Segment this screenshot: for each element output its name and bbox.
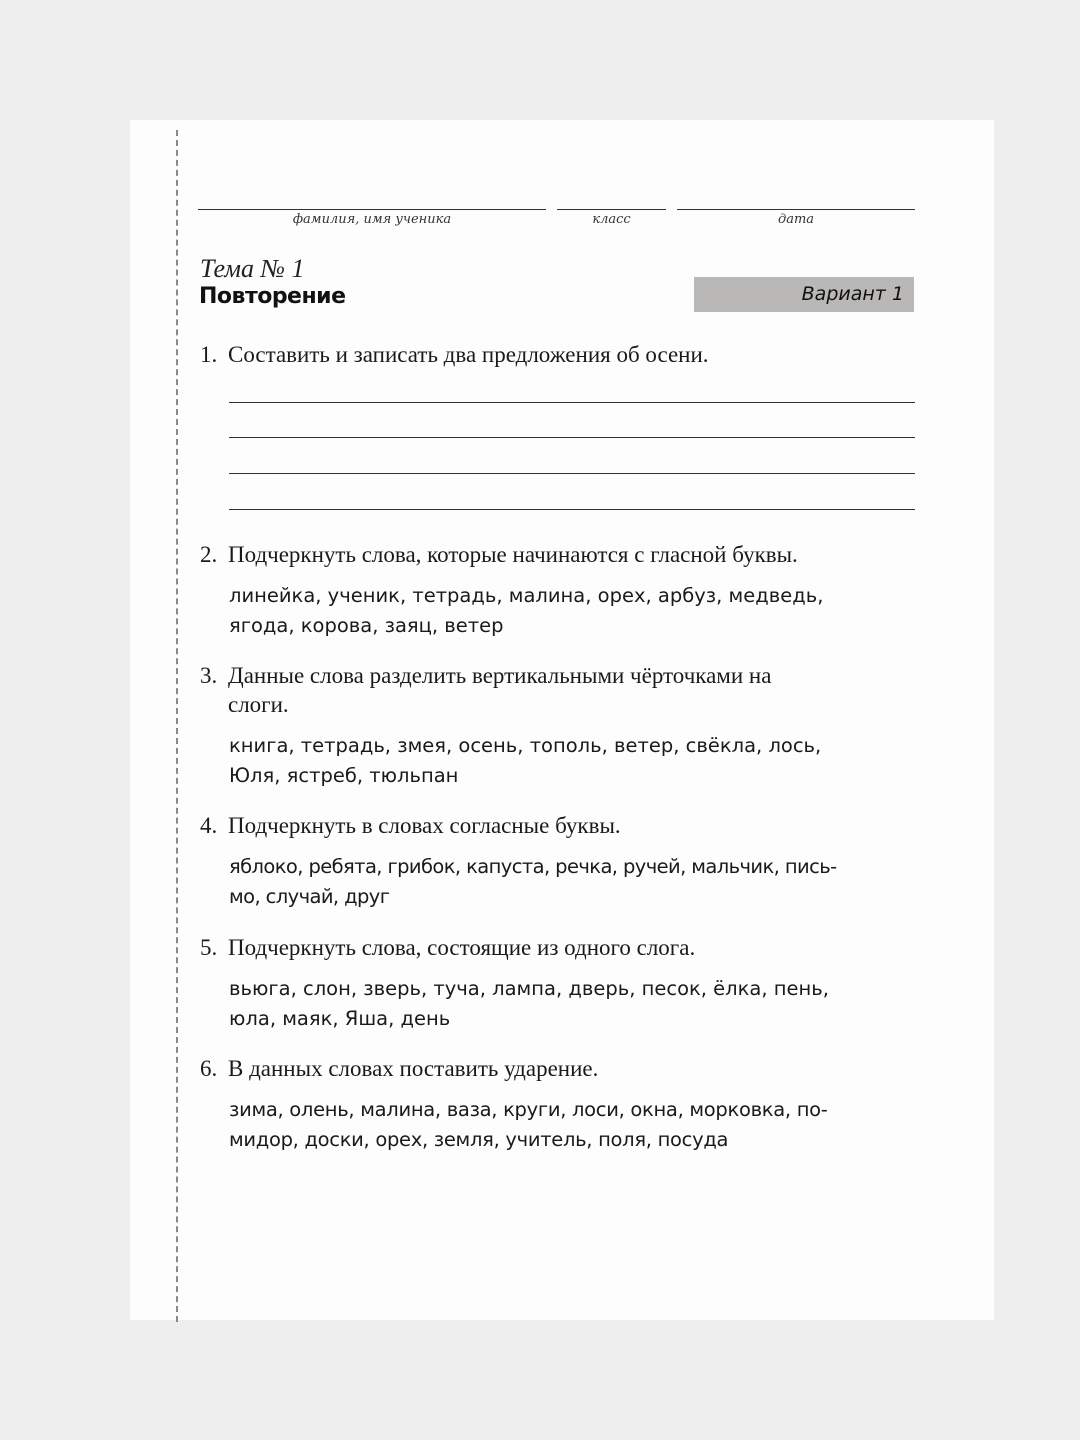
task-instruction: Составить и записать два предложения об осени. [228,342,709,367]
task-instruction: Подчеркнуть слова, которые начинаются с гласной буквы. [228,542,798,567]
task-number: 1. [200,342,218,367]
answer-line[interactable] [229,473,915,474]
word-line: юла, маяк, Яша, день [229,1007,451,1030]
word-line: мидор, доски, орех, земля, учитель, поля, посуда [229,1128,729,1151]
task-6 [200,1054,920,1083]
task-2 [200,540,920,569]
task-instruction: Подчеркнуть в словах согласные буквы. [228,813,621,838]
class-field-caption: класс [592,212,631,227]
task-instruction-cont: слоги. [228,692,289,717]
word-line: зима, олень, малина, ваза, круги, лоси, окна, морковка, по- [229,1098,828,1121]
task-instruction: Подчеркнуть слова, состоящие из одного слога. [228,935,696,960]
task-number: 2. [200,542,218,567]
task-2-words [229,581,919,641]
word-line: линейка, ученик, тетрадь, малина, орех, арбуз, медведь, [229,584,824,607]
task-4-words [229,852,919,912]
name-field-line[interactable] [198,209,546,210]
word-line: мо, случай, друг [229,885,390,908]
word-line: вьюга, слон, зверь, туча, лампа, дверь, песок, ёлка, пень, [229,977,829,1000]
task-number: 6. [200,1056,218,1081]
task-instruction: Данные слова разделить вертикальными чёрточками на [228,663,772,688]
word-line: яблоко, ребята, грибок, капуста, речка, ручей, мальчик, пись- [229,855,837,878]
topic-title: Повторение [199,284,346,309]
task-5-words [229,974,919,1034]
date-field-caption: дата [777,212,815,227]
word-line: Юля, ястреб, тюльпан [229,764,459,787]
word-line: книга, тетрадь, змея, осень, тополь, ветер, свёкла, лось, [229,734,822,757]
name-field-caption: фамилия, имя ученика [292,212,452,227]
task-3-words [229,731,919,791]
variant-badge: Вариант 1 [694,277,914,312]
answer-line[interactable] [229,509,915,510]
task-number: 4. [200,813,218,838]
task-instruction: В данных словах поставить ударение. [228,1056,599,1081]
class-field-line[interactable] [557,209,666,210]
task-1 [200,340,920,369]
task-5 [200,933,920,962]
task-6-words [229,1095,919,1155]
answer-line[interactable] [229,437,915,438]
cut-line [176,130,178,1322]
answer-line[interactable] [229,402,915,403]
theme-number: Тема № 1 [200,254,305,283]
word-line: ягода, корова, заяц, ветер [229,614,504,637]
task-4 [200,811,920,840]
task-number: 5. [200,935,218,960]
task-3 [200,661,920,719]
task-number: 3. [200,663,218,688]
date-field-line[interactable] [677,209,915,210]
